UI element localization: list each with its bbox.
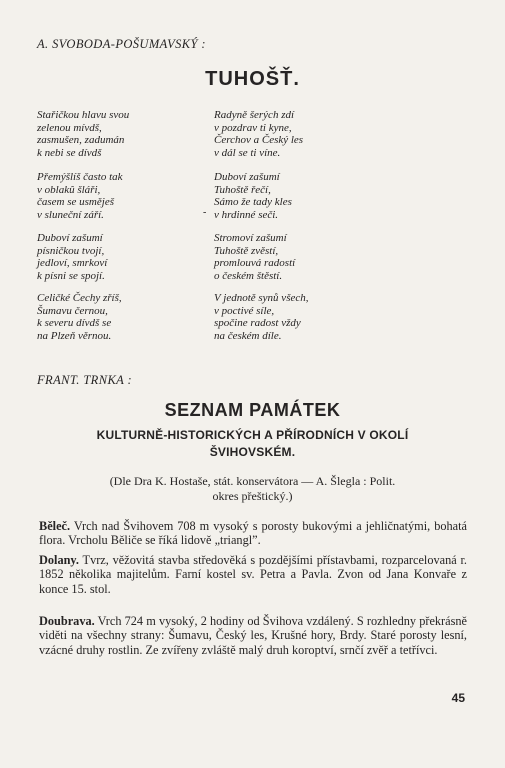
stray-dash-mark: - bbox=[203, 207, 207, 218]
entry-name: Doubrava. bbox=[39, 614, 95, 628]
poem-stanza-left-4 bbox=[37, 292, 122, 342]
poem-line: v poctivé síle, bbox=[214, 304, 275, 317]
poem-line: na Plzeň věrnou. bbox=[37, 329, 112, 342]
poem-stanza-left-3 bbox=[37, 232, 107, 282]
entry-belec bbox=[39, 519, 467, 548]
poem-line: zasmušen, zadumán bbox=[37, 134, 125, 147]
entry-text: Vrch nad Švihovem 708 m vysoký s porosty bukovými a jehličnatými, bohatá flora. Vrcholu Běliče se říká lidově „trianglˮ. bbox=[39, 519, 467, 548]
poem-line: Duboví zašumí bbox=[214, 171, 280, 183]
poem-line: k severu dívdš se bbox=[37, 317, 112, 330]
poem-line: časem se usměješ bbox=[37, 196, 114, 209]
entry-doubrava bbox=[39, 614, 467, 657]
entry-dolany bbox=[39, 553, 467, 596]
poem-stanza-left-2 bbox=[37, 171, 123, 221]
poem-line: Čerchov a Český les bbox=[214, 134, 304, 147]
poem-line: v sluneční září. bbox=[37, 208, 104, 221]
poem-title: TUHOŠŤ. bbox=[205, 68, 300, 90]
article-subtitle-line-1: KULTURNĚ-HISTORICKÝCH A PŘÍRODNÍCH V OKOLÍ bbox=[96, 428, 409, 442]
article-subtitle-line-2: ŠVIHOVSKÉM. bbox=[209, 445, 296, 459]
poem-line: V jednotě synů všech, bbox=[214, 292, 309, 304]
poem-line: Přemýšlíš často tak bbox=[37, 171, 123, 183]
poem-line: na českém díle. bbox=[214, 329, 282, 342]
entry-name: Dolany. bbox=[39, 553, 79, 567]
poem-line: v oblakû šláři, bbox=[37, 183, 101, 196]
poem-line: Radyně šerých zdí bbox=[214, 109, 295, 121]
poem-line: k písni se spojí. bbox=[37, 269, 105, 282]
poem-line: v pozdrav ti kyne, bbox=[214, 121, 292, 134]
poem-stanza-right-3 bbox=[214, 232, 295, 282]
poem-line: Tuhoště zvěstí, bbox=[214, 244, 279, 257]
poem-line: Stromoví zašumí bbox=[214, 232, 287, 244]
poem-line: o českém štěstí. bbox=[214, 269, 283, 282]
poem-line: promlouvá radostí bbox=[214, 257, 296, 270]
page-number: 45 bbox=[451, 691, 465, 705]
poem-stanza-left-1 bbox=[37, 109, 129, 159]
entry-text: Tvrz, věžovitá stavba středověká s pozdějšími přístavbami, rozparcelovaná r. 1852 několika majitelům. Farní kostel sv. Petra a Pavla. Zvon od Jana Konvaře z konce 15. stol. bbox=[39, 553, 467, 596]
poem-line: Stařičkou hlavu svou bbox=[37, 109, 130, 121]
poem-author: A. SVOBODA-POŠUMAVSKÝ : bbox=[37, 37, 206, 51]
entry-text: Vrch 724 m vysoký, 2 hodiny od Švihova vzdálený. S rozhledny překrásně viděti na všechny strany: Šumavu, Český les, Krušné hory, Brdy. Staré porosty lesní, vzácné druhy rostlin. Ze zvířeny zvláště malý druh koroptví, srnčí zvěř a tetřívci. bbox=[39, 614, 467, 657]
poem-stanza-right-2 bbox=[214, 171, 292, 221]
poem-line: Šumavu černou, bbox=[37, 304, 108, 317]
poem-line: Sámo že tady kles bbox=[214, 196, 292, 209]
poem-stanza-right-1 bbox=[214, 109, 303, 159]
poem-line: zelenou mívdš, bbox=[37, 121, 102, 134]
poem-stanza-right-4 bbox=[214, 292, 309, 342]
poem-line: Celičké Čechy zříš, bbox=[37, 292, 122, 304]
article-source-note bbox=[60, 474, 445, 504]
poem-line: Duboví zašumí bbox=[37, 232, 103, 244]
poem-line: v dál se ti víne. bbox=[214, 146, 281, 159]
poem-line: písničkou tvojí, bbox=[37, 244, 105, 257]
source-line: okres přeštický.) bbox=[212, 489, 293, 503]
article-author: FRANT. TRNKA : bbox=[37, 373, 133, 387]
article-title: SEZNAM PAMÁTEK bbox=[164, 400, 341, 420]
poem-line: spočine radost vždy bbox=[214, 317, 301, 330]
poem-line: jedloví, smrkoví bbox=[37, 257, 108, 270]
poem-line: Tuhoště řečí, bbox=[214, 183, 271, 196]
poem-line: v hrdinné seči. bbox=[214, 208, 279, 221]
source-line: (Dle Dra K. Hostaše, stát. konservátora — A. Šlegla : Polit. bbox=[109, 474, 396, 488]
poem-line: k nebi se dívdš bbox=[37, 146, 102, 159]
entry-name: Běleč. bbox=[39, 519, 71, 533]
